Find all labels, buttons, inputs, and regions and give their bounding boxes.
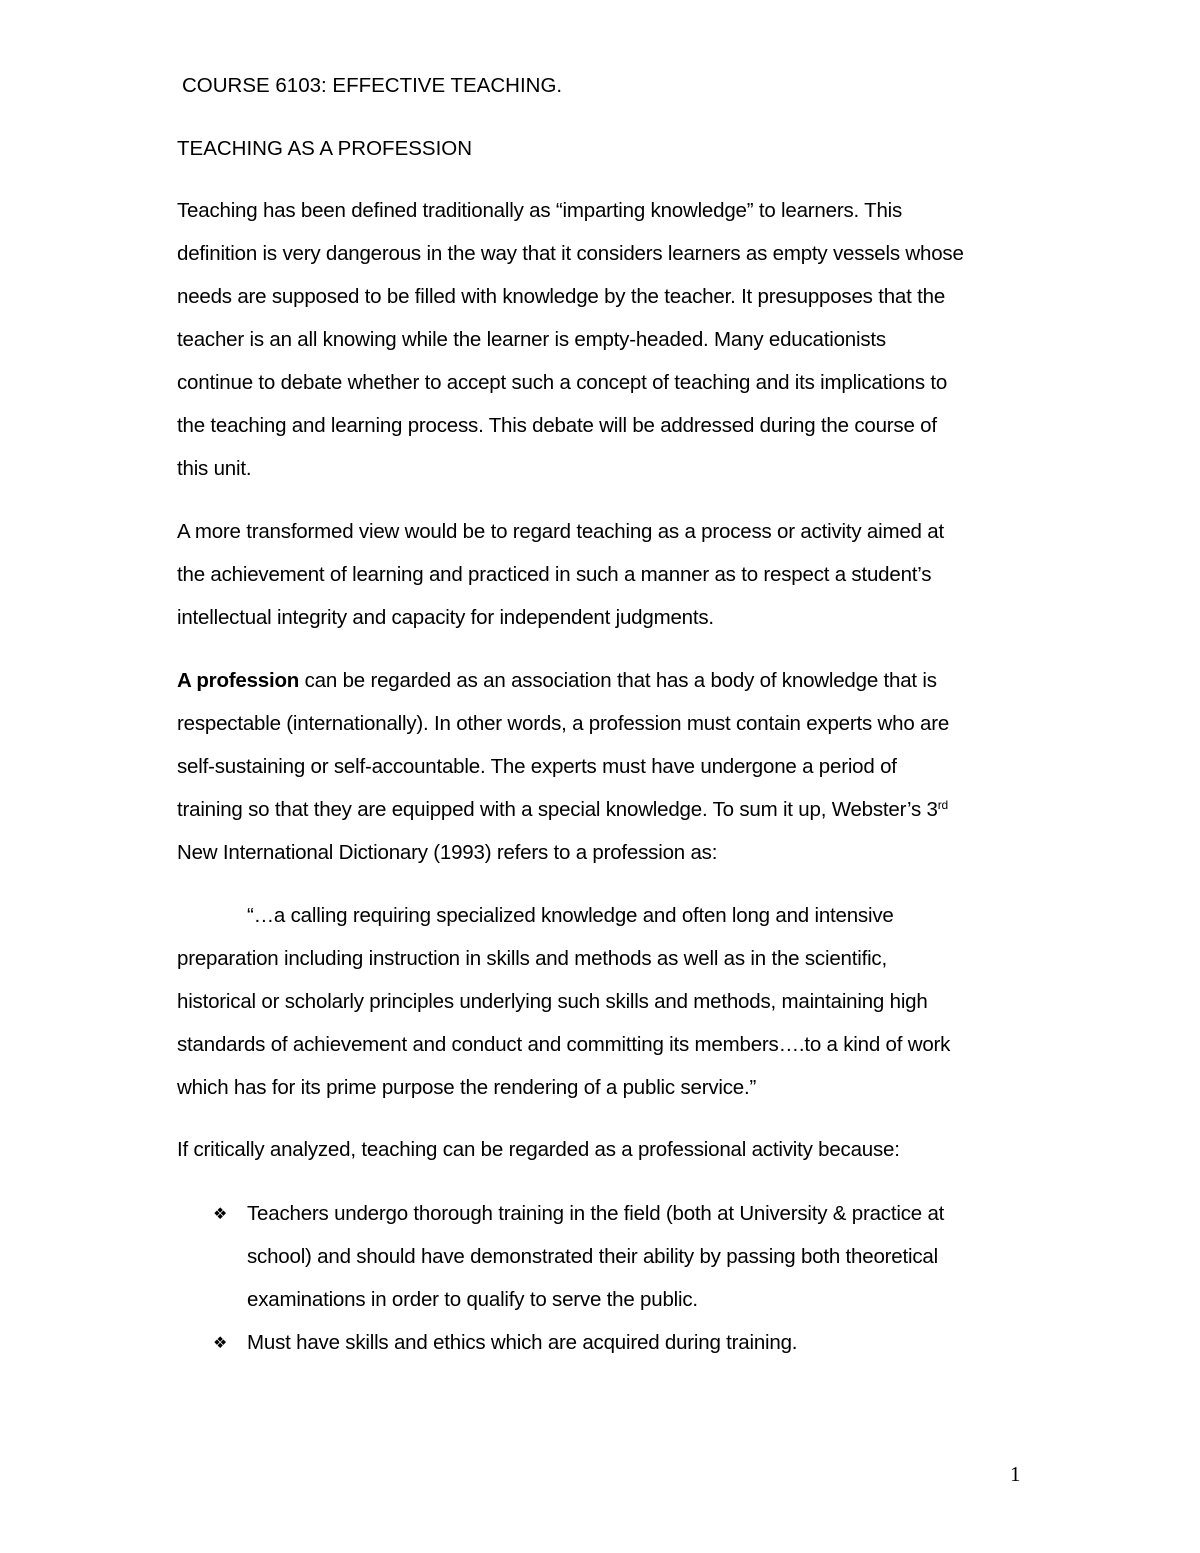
paragraph-line: A more transformed view would be to regard teaching as a process or activity aimed at [177,520,944,543]
paragraph-line: teacher is an all knowing while the learner is empty-headed. Many educationists [177,328,886,351]
page-number: 1 [1010,1462,1021,1486]
paragraph-profession [177,659,949,874]
bullet-list [213,1192,944,1364]
paragraph-line: this unit. [177,457,252,480]
paragraph-line: the achievement of learning and practiced in such a manner as to respect a student’s [177,563,932,586]
paragraph-transformed-view [177,510,944,639]
paragraph-line-text: training so that they are equipped with a special knowledge. To sum it up, Webster’s 3 [177,798,938,821]
quote-line: which has for its prime purpose the rendering of a public service.” [177,1076,757,1099]
paragraph-line-rest: can be regarded as an association that has a body of knowledge that is [299,669,937,692]
paragraph-line: respectable (internationally). In other words, a profession must contain experts who are [177,712,950,735]
profession-term: A profession [177,669,300,692]
paragraph-line [177,659,949,702]
diamond-bullet-icon: ❖ [213,1333,228,1352]
list-item-line: Must have skills and ethics which are acquired during training. [247,1331,798,1354]
section-title: TEACHING AS A PROFESSION [177,137,473,160]
quote-line: standards of achievement and conduct and committing its members….to a kind of work [177,1033,951,1056]
paragraph-definition [177,189,964,490]
paragraph-line: intellectual integrity and capacity for independent judgments. [177,606,714,629]
paragraph-line [177,788,949,831]
course-title: COURSE 6103: EFFECTIVE TEACHING. [182,74,563,97]
paragraph-line: Teaching has been defined traditionally as “imparting knowledge” to learners. This [177,199,903,222]
list-item-line: examinations in order to qualify to serve the public. [247,1288,698,1311]
quote-line: historical or scholarly principles underlying such skills and methods, maintaining high [177,990,928,1013]
paragraph-critical-analysis [177,1128,900,1171]
ordinal-superscript: rd [937,798,949,812]
paragraph-line: New International Dictionary (1993) refers to a profession as: [177,841,718,864]
paragraph-line: continue to debate whether to accept such a concept of teaching and its implications to [177,371,948,394]
list-item-line: Teachers undergo thorough training in the field (both at University & practice at [247,1202,945,1225]
list-item [213,1192,944,1321]
paragraph-line: self-sustaining or self-accountable. The experts must have undergone a period of [177,755,897,778]
list-item [213,1321,944,1364]
dictionary-quote [177,894,950,1109]
paragraph-line: If critically analyzed, teaching can be regarded as a professional activity because: [177,1138,900,1161]
paragraph-line: the teaching and learning process. This debate will be addressed during the course of [177,414,937,437]
quote-line: “…a calling requiring specialized knowledge and often long and intensive [247,904,894,927]
diamond-bullet-icon: ❖ [213,1204,228,1223]
paragraph-line: definition is very dangerous in the way that it considers learners as empty vessels whose [177,242,964,265]
list-item-line: school) and should have demonstrated their ability by passing both theoretical [247,1245,938,1268]
paragraph-line: needs are supposed to be filled with knowledge by the teacher. It presupposes that the [177,285,946,308]
quote-line: preparation including instruction in skills and methods as well as in the scientific, [177,947,887,970]
